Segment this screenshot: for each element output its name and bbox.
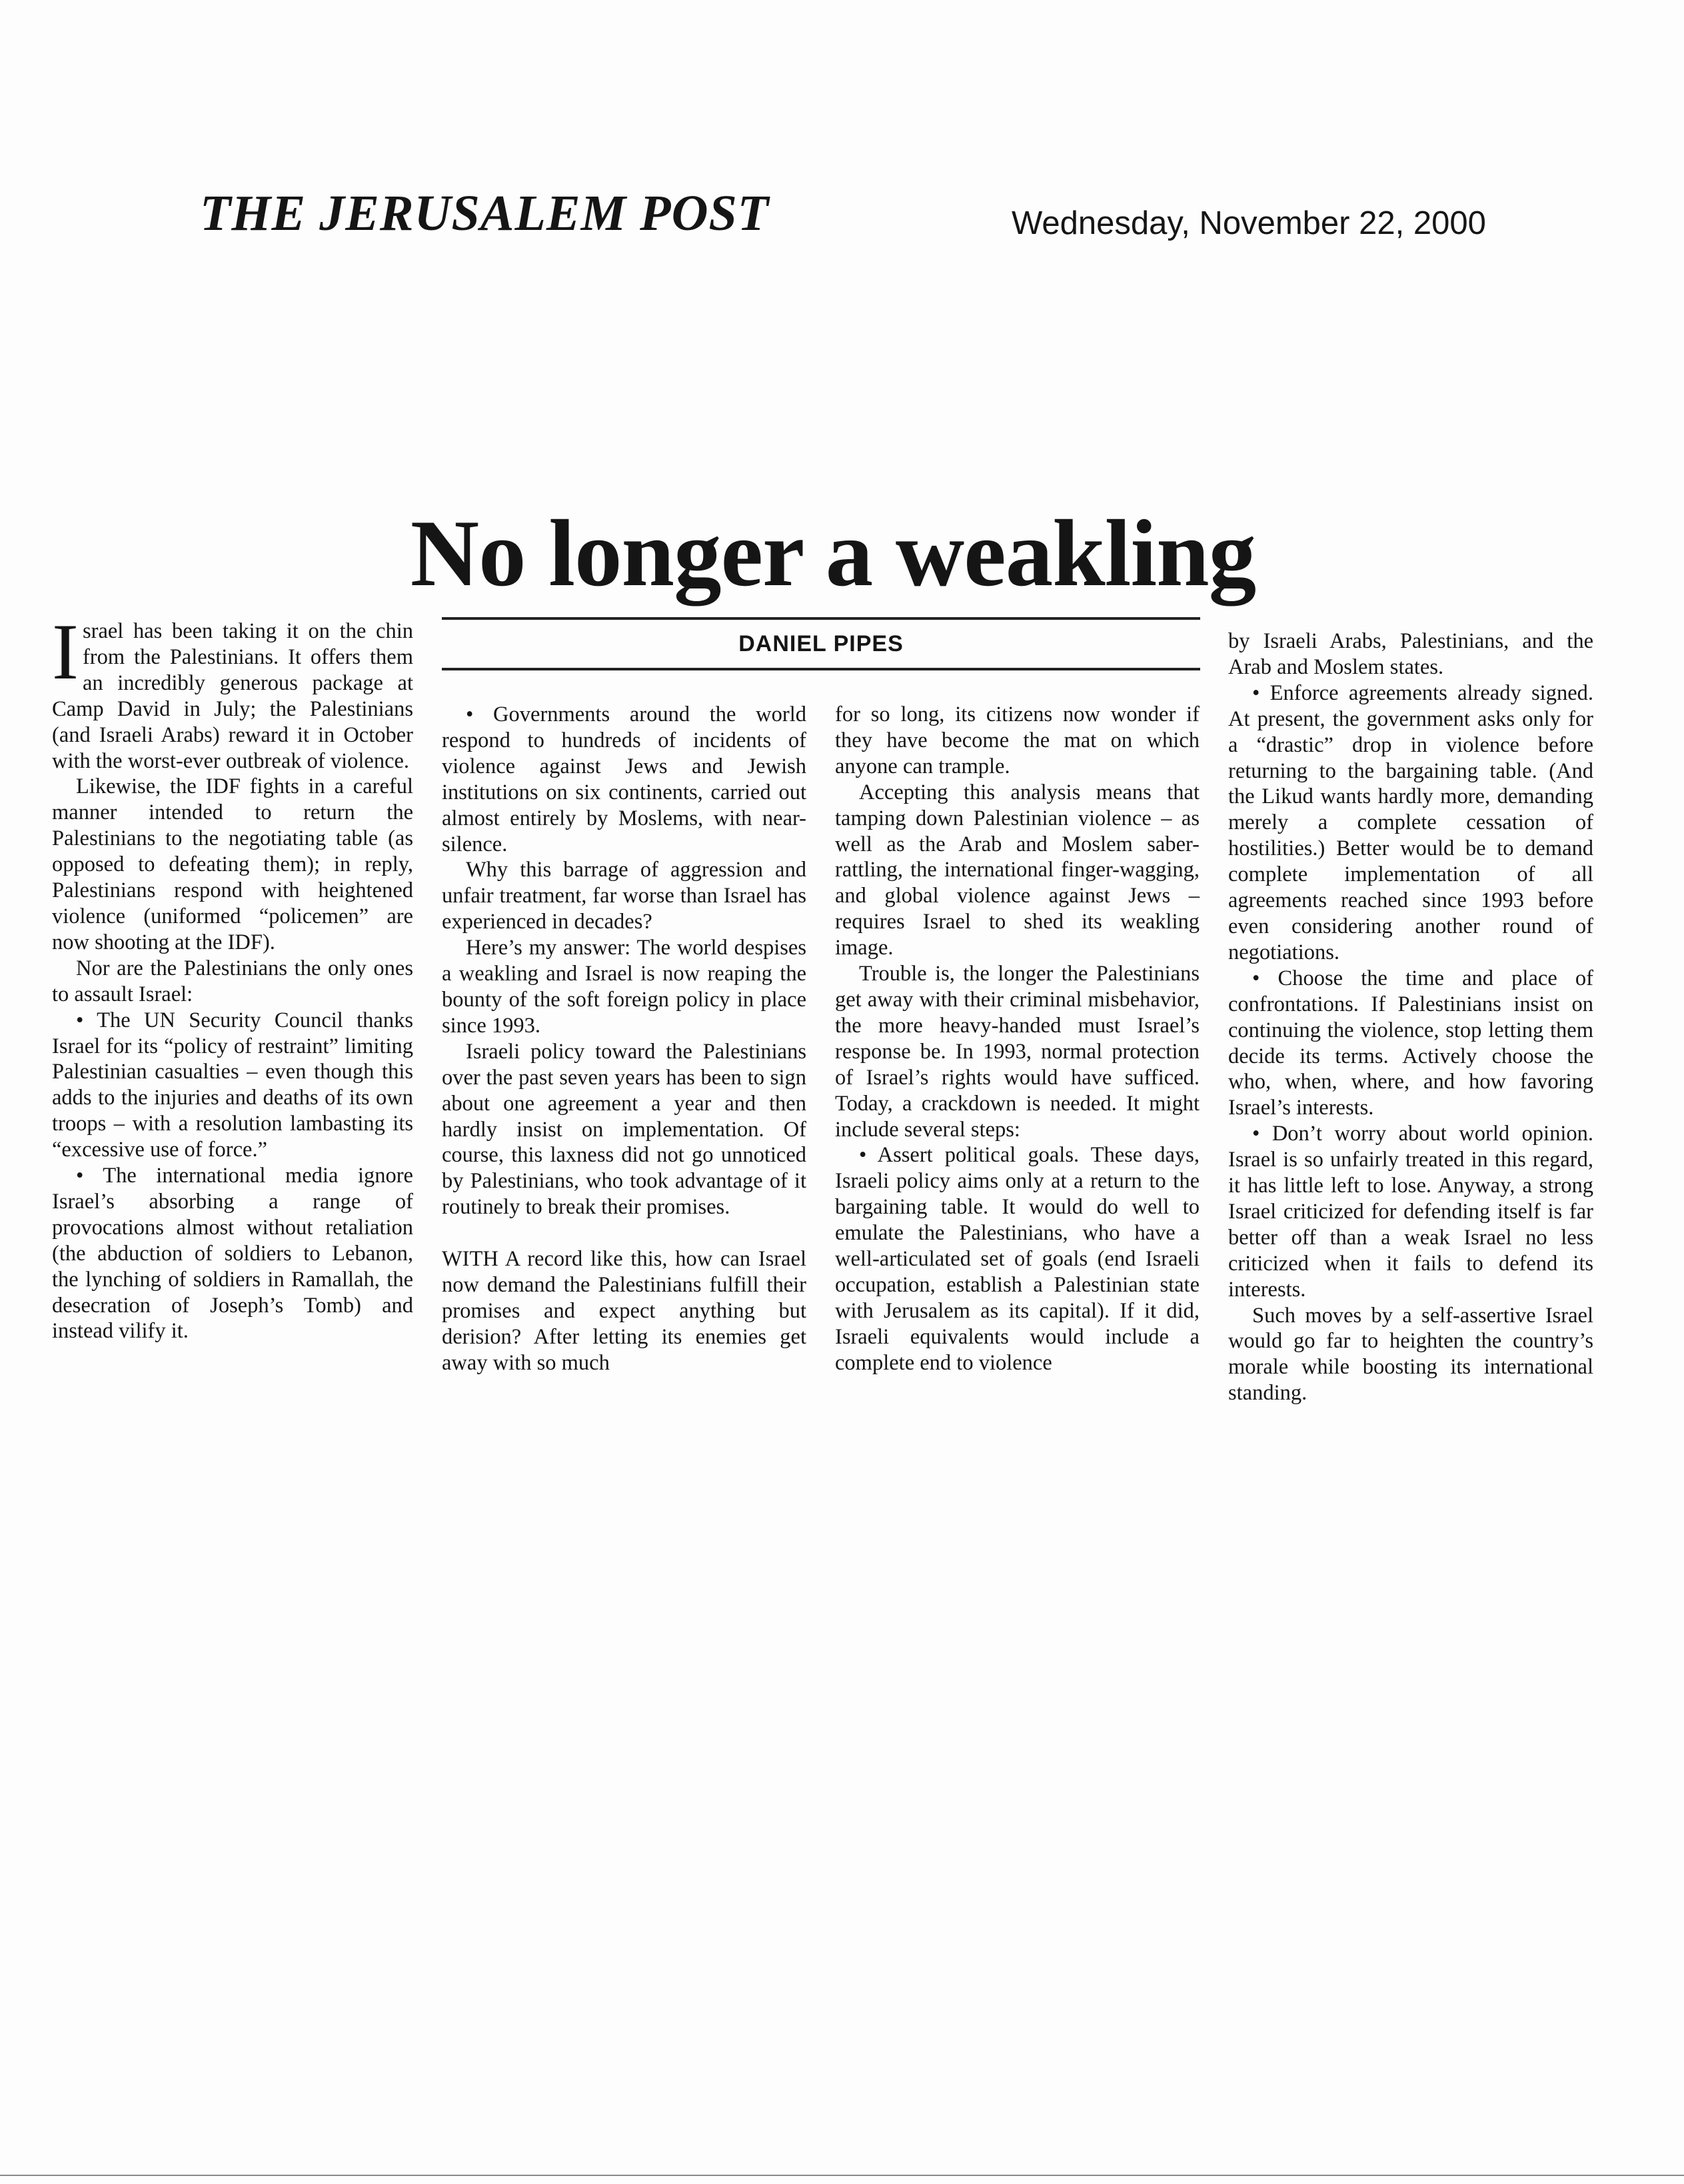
paragraph: Here’s my answer: The world despises a weakling and Israel is now reaping the bounty of the soft foreign policy in place since 1993. — [442, 936, 806, 1038]
article-column-3 — [835, 702, 1200, 1376]
byline: DANIEL PIPES — [738, 631, 904, 656]
paragraph: • Choose the time and place of confrontations. If Palestinians insist on continuing the violence, stop letting them decide its terms. Actively choose the who, when, where, and how favoring Israel’s interests. — [1228, 966, 1593, 1120]
article-column-1 — [52, 607, 413, 1344]
article-column-4 — [1228, 628, 1593, 1406]
paragraph — [52, 607, 413, 774]
paragraph: Israeli policy toward the Palestinians over the past seven years has been to sign about one agreement a year and then hardly insist on implementation. Of course, this laxness did not go unnoticed by Palestinians, who took advantage of it routinely to break their promises. — [442, 1039, 806, 1220]
byline-rule-top — [442, 617, 1200, 620]
drop-cap: I — [52, 607, 79, 696]
paragraph: • Assert political goals. These days, Israeli policy aims only at a return to the bargaining table. It would do well to emulate the Palestinians, who have a well-articulated set of goals (end Israeli occupation, establish a Palestinian state with Jerusalem as its capital). If it did, Israeli equivalents would include a complete end to violence — [835, 1143, 1200, 1375]
paragraph: Accepting this analysis means that tamping down Palestinian violence – as well as the Arab and Moslem saber-rattling, the international finger-wagging, and global violence against Jews – requires Israel to shed its weakling image. — [835, 780, 1200, 960]
paragraph: by Israeli Arabs, Palestinians, and the Arab and Moslem states. — [1228, 629, 1593, 679]
byline-rule-bottom — [442, 668, 1200, 670]
paragraph: for so long, its citizens now wonder if they have become the mat on which anyone can trample. — [835, 702, 1200, 778]
paragraph: WITH A record like this, how can Israel now demand the Palestinians fulfill their promises and expect anything but derision? After letting its enemies get away with so much — [442, 1247, 806, 1375]
paragraph: Such moves by a self-assertive Israel would go far to heighten the country’s morale while boosting its international standing. — [1228, 1303, 1593, 1406]
publication-date: Wednesday, November 22, 2000 — [1012, 205, 1486, 241]
paragraph: • The international media ignore Israel’s absorbing a range of provocations almost without retaliation (the abduction of soldiers to Lebanon, the lynching of soldiers in Ramallah, the desecration of Joseph’s Tomb) and instead vilify it. — [52, 1164, 413, 1344]
paragraph: • Don’t worry about world opinion. Israel is so unfairly treated in this regard, it has little left to lose. Anyway, a strong Israel criticized for defending itself is far better off than a weak Israel no less criticized when it fails to defend its interests. — [1228, 1122, 1593, 1302]
masthead: THE JERUSALEM POST — [200, 185, 770, 241]
article-column-2 — [442, 702, 806, 1376]
paragraph-text: srael has been taking it on the chin from the Palestinians. It offers them an incredibly generous package at Camp David in July; the Palestinians (and Israeli Arabs) reward it in October with the worst-ever outbreak of violence. — [52, 619, 413, 773]
headline: No longer a weakling — [410, 501, 1256, 606]
paragraph: • Governments around the world respond to hundreds of incidents of violence against Jews and Jewish institutions on six continents, carried out almost entirely by Moslems, with near-silence. — [442, 702, 806, 856]
paragraph: Nor are the Palestinians the only ones to assault Israel: — [52, 956, 413, 1006]
paragraph: • The UN Security Council thanks Israel for its “policy of restraint” limiting Palestinian casualties – even though this adds to the injuries and deaths of its own troops – with a resolution lambasting its “excessive use of force.” — [52, 1008, 413, 1162]
page-bottom-edge — [0, 2175, 1684, 2176]
paragraph: Likewise, the IDF fights in a careful manner intended to return the Palestinians to the negotiating table (as opposed to defeating them); in reply, Palestinians respond with heightened violence (uniformed “policemen” are now shooting at the IDF). — [52, 774, 413, 954]
paragraph: • Enforce agreements already signed. At present, the government asks only for a “drastic” drop in violence before returning to the bargaining table. (And the Likud wants hardly more, demanding merely a complete cessation of hostilities.) Better would be to demand complete implementation of all agreements reached since 1993 before even considering another round of negotiations. — [1228, 680, 1593, 964]
paragraph: Trouble is, the longer the Palestinians get away with their criminal misbehavior, the more heavy-handed must Israel’s response be. In 1993, normal protection of Israel’s rights would have sufficed. Today, a crackdown is needed. It might include several steps: — [835, 962, 1200, 1142]
paragraph: Why this barrage of aggression and unfair treatment, far worse than Israel has experienced in decades? — [442, 858, 806, 934]
